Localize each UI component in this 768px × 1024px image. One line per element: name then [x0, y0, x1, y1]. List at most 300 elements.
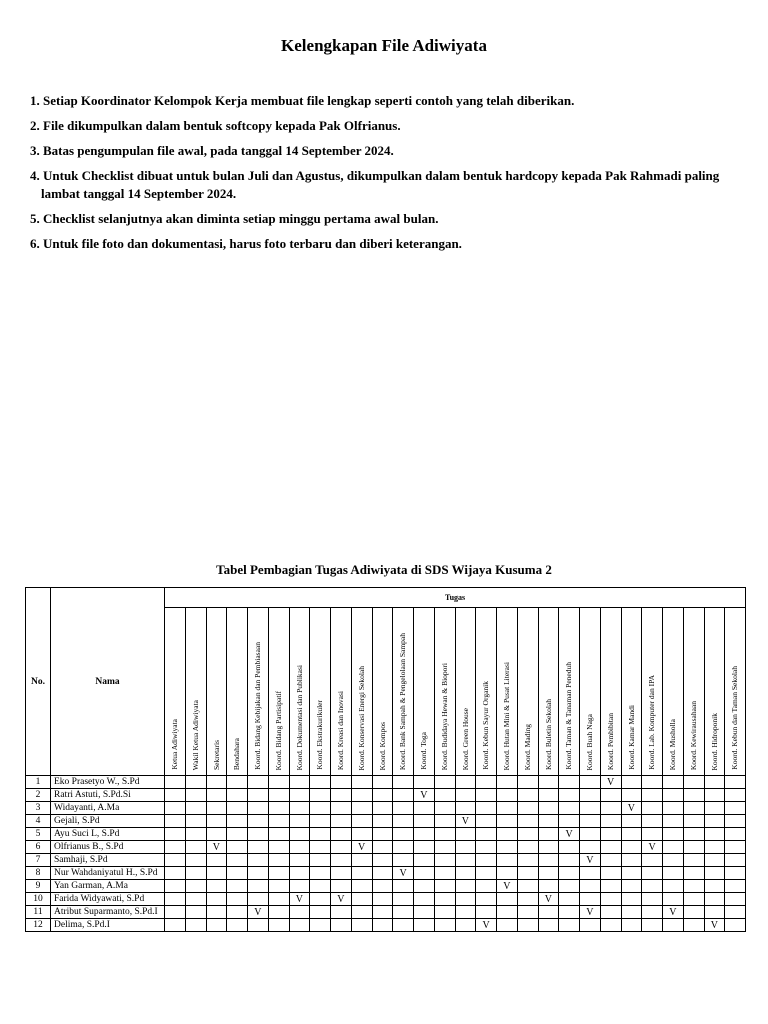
row-name: Farida Widyawati, S.Pd	[51, 893, 165, 906]
task-cell	[663, 893, 684, 906]
row-number: 11	[26, 906, 51, 919]
task-cell	[434, 789, 455, 802]
task-cell	[185, 893, 206, 906]
task-cell	[683, 867, 704, 880]
task-cell	[517, 880, 538, 893]
table-row	[26, 815, 746, 828]
task-cell	[351, 815, 372, 828]
task-column-label: Koord. Lab. Komputer dan IPA	[647, 675, 657, 770]
task-cell	[704, 906, 725, 919]
task-cell	[476, 815, 497, 828]
task-cell	[289, 789, 310, 802]
task-cell	[559, 776, 580, 789]
task-cell	[165, 880, 186, 893]
task-cell	[538, 906, 559, 919]
task-cell	[351, 880, 372, 893]
task-cell	[538, 880, 559, 893]
task-cell	[538, 828, 559, 841]
task-cell	[476, 841, 497, 854]
table-row	[26, 828, 746, 841]
task-cell	[434, 893, 455, 906]
task-column-header	[414, 608, 435, 776]
task-cell	[414, 854, 435, 867]
task-cell	[351, 828, 372, 841]
task-cell	[476, 802, 497, 815]
task-cell	[185, 880, 206, 893]
task-cell	[393, 776, 414, 789]
task-cell	[372, 828, 393, 841]
task-cell	[476, 776, 497, 789]
task-cell	[165, 776, 186, 789]
task-cell	[497, 906, 518, 919]
task-cell	[185, 867, 206, 880]
task-column-label: Koord. Kebun dan Taman Sekolah	[730, 666, 740, 770]
task-cell	[434, 867, 455, 880]
task-cell	[289, 776, 310, 789]
task-cell	[289, 854, 310, 867]
task-cell	[476, 893, 497, 906]
task-cell	[683, 841, 704, 854]
task-cell	[227, 919, 248, 932]
task-cell	[663, 854, 684, 867]
task-cell	[351, 776, 372, 789]
task-column-label: Koord. Hidroponik	[709, 712, 719, 770]
task-cell	[434, 841, 455, 854]
row-name: Olfrianus B., S.Pd	[51, 841, 165, 854]
task-cell	[414, 906, 435, 919]
task-cell	[393, 802, 414, 815]
task-cell	[663, 919, 684, 932]
task-cell	[725, 815, 746, 828]
task-cell	[580, 841, 601, 854]
task-cell	[248, 841, 269, 854]
task-cell	[289, 815, 310, 828]
task-column-label: Koord. Green House	[460, 707, 470, 770]
task-cell	[268, 906, 289, 919]
task-cell	[393, 789, 414, 802]
row-number: 4	[26, 815, 51, 828]
task-cell	[580, 828, 601, 841]
task-cell	[165, 802, 186, 815]
task-check-mark: V	[331, 893, 352, 906]
table-row	[26, 919, 746, 932]
task-cell	[642, 802, 663, 815]
task-cell	[663, 776, 684, 789]
task-cell	[517, 867, 538, 880]
row-name: Ayu Suci L, S.Pd	[51, 828, 165, 841]
task-check-mark: V	[663, 906, 684, 919]
task-cell	[580, 919, 601, 932]
task-cell	[683, 893, 704, 906]
row-name: Ratri Astuti, S.Pd.Si	[51, 789, 165, 802]
task-cell	[372, 802, 393, 815]
instruction-item: 5. Checklist selanjutnya akan diminta setiap minggu pertama awal bulan.	[30, 211, 439, 226]
task-check-mark: V	[621, 802, 642, 815]
task-cell	[683, 776, 704, 789]
instruction-item: 6. Untuk file foto dan dokumentasi, harus foto terbaru dan diberi keterangan.	[30, 236, 462, 251]
task-cell	[310, 789, 331, 802]
task-cell	[455, 867, 476, 880]
task-cell	[642, 906, 663, 919]
task-cell	[600, 893, 621, 906]
task-column-label: Koord. Toga	[419, 732, 428, 770]
row-number: 2	[26, 789, 51, 802]
task-cell	[185, 854, 206, 867]
task-cell	[704, 815, 725, 828]
task-cell	[538, 854, 559, 867]
task-column-label: Koord. Hutan Mini & Pusat Literasi	[502, 661, 511, 770]
task-cell	[351, 854, 372, 867]
task-cell	[476, 880, 497, 893]
task-cell	[683, 906, 704, 919]
task-cell	[455, 880, 476, 893]
task-cell	[434, 815, 455, 828]
task-cell	[165, 789, 186, 802]
task-cell	[185, 802, 206, 815]
task-cell	[185, 776, 206, 789]
row-name: Samhaji, S.Pd	[51, 854, 165, 867]
task-column-header	[393, 608, 414, 776]
table-row	[26, 880, 746, 893]
task-column-label: Koord. Buletin Sekolah	[543, 698, 553, 770]
task-cell	[393, 919, 414, 932]
row-number: 12	[26, 919, 51, 932]
task-cell	[455, 776, 476, 789]
row-number: 6	[26, 841, 51, 854]
task-cell	[331, 919, 352, 932]
task-cell	[206, 828, 227, 841]
task-cell	[248, 867, 269, 880]
task-cell	[331, 854, 352, 867]
task-cell	[455, 906, 476, 919]
task-column-header	[663, 608, 684, 776]
table-title: Tabel Pembagian Tugas Adiwiyata di SDS Wijaya Kusuma 2	[216, 562, 552, 577]
task-cell	[663, 841, 684, 854]
task-cell	[372, 880, 393, 893]
task-cell	[538, 919, 559, 932]
task-cell	[206, 919, 227, 932]
row-number: 5	[26, 828, 51, 841]
task-column-label: Wakil Ketua Adiwiyata	[190, 699, 200, 770]
task-cell	[683, 854, 704, 867]
task-cell	[248, 802, 269, 815]
task-cell	[206, 906, 227, 919]
task-cell	[248, 776, 269, 789]
task-cell	[704, 802, 725, 815]
task-cell	[372, 919, 393, 932]
row-number: 1	[26, 776, 51, 789]
task-cell	[621, 880, 642, 893]
task-column-label: Koord. Dokumentasi dan Publikasi	[294, 664, 304, 770]
task-cell	[310, 841, 331, 854]
task-cell	[331, 815, 352, 828]
row-number: 10	[26, 893, 51, 906]
task-cell	[725, 841, 746, 854]
task-cell	[434, 776, 455, 789]
task-column-label: Koord. Ekstrakurikuler	[315, 700, 325, 770]
task-cell	[600, 815, 621, 828]
instruction-item: 2. File dikumpulkan dalam bentuk softcopy kepada Pak Olfrianus.	[30, 118, 401, 133]
row-name: Gejali, S.Pd	[51, 815, 165, 828]
task-cell	[559, 854, 580, 867]
page-title: Kelengkapan File Adiwiyata	[281, 36, 487, 55]
task-check-mark: V	[476, 919, 497, 932]
task-column-label: Koord. Pembibitan	[605, 712, 615, 770]
task-cell	[517, 815, 538, 828]
row-number: 9	[26, 880, 51, 893]
task-cell	[476, 906, 497, 919]
row-name: Eko Prasetyo W., S.Pd	[51, 776, 165, 789]
task-cell	[704, 828, 725, 841]
table-row	[26, 802, 746, 815]
task-cell	[725, 880, 746, 893]
task-cell	[497, 841, 518, 854]
task-cell	[393, 854, 414, 867]
row-number: 3	[26, 802, 51, 815]
task-cell	[227, 828, 248, 841]
task-cell	[476, 789, 497, 802]
task-column-label: Koord. Konservasi Energi Sekolah	[356, 665, 366, 770]
task-cell	[165, 893, 186, 906]
task-cell	[206, 815, 227, 828]
task-cell	[642, 789, 663, 802]
task-cell	[704, 776, 725, 789]
task-cell	[165, 815, 186, 828]
task-cell	[642, 919, 663, 932]
task-column-label: Koord. Kamar Mandi	[626, 705, 636, 770]
task-column-label: Koord. Kreasi dan Inovasi	[336, 690, 345, 770]
task-check-mark: V	[248, 906, 269, 919]
task-cell	[185, 919, 206, 932]
task-cell	[580, 789, 601, 802]
task-cell	[600, 906, 621, 919]
task-cell	[414, 867, 435, 880]
task-cell	[268, 828, 289, 841]
task-cell	[268, 880, 289, 893]
task-cell	[372, 893, 393, 906]
task-column-header	[517, 608, 538, 776]
task-column-header	[248, 608, 269, 776]
task-cell	[663, 828, 684, 841]
task-cell	[455, 841, 476, 854]
task-cell	[538, 867, 559, 880]
task-cell	[600, 789, 621, 802]
task-cell	[227, 841, 248, 854]
task-cell	[206, 789, 227, 802]
task-column-header	[476, 608, 497, 776]
task-cell	[517, 919, 538, 932]
task-cell	[248, 919, 269, 932]
task-cell	[310, 880, 331, 893]
task-column-header	[580, 608, 601, 776]
task-cell	[476, 854, 497, 867]
task-cell	[725, 893, 746, 906]
task-cell	[642, 880, 663, 893]
task-cell	[642, 776, 663, 789]
task-cell	[310, 815, 331, 828]
task-cell	[434, 906, 455, 919]
task-column-header	[227, 608, 248, 776]
task-cell	[372, 906, 393, 919]
task-cell	[642, 815, 663, 828]
task-cell	[206, 776, 227, 789]
task-cell	[621, 841, 642, 854]
task-cell	[663, 789, 684, 802]
task-cell	[268, 789, 289, 802]
task-cell	[165, 919, 186, 932]
task-cell	[206, 854, 227, 867]
task-cell	[725, 776, 746, 789]
task-cell	[414, 828, 435, 841]
task-cell	[580, 815, 601, 828]
task-cell	[310, 919, 331, 932]
task-cell	[372, 841, 393, 854]
task-cell	[227, 854, 248, 867]
task-column-header	[497, 608, 518, 776]
task-cell	[725, 789, 746, 802]
task-cell	[268, 776, 289, 789]
task-cell	[559, 789, 580, 802]
task-cell	[725, 906, 746, 919]
task-cell	[476, 828, 497, 841]
row-number: 7	[26, 854, 51, 867]
task-cell	[600, 802, 621, 815]
task-cell	[414, 802, 435, 815]
task-column-header	[559, 608, 580, 776]
task-column-header	[621, 608, 642, 776]
task-cell	[206, 880, 227, 893]
task-cell	[248, 880, 269, 893]
task-cell	[497, 919, 518, 932]
task-cell	[414, 776, 435, 789]
task-cell	[372, 815, 393, 828]
task-cell	[683, 919, 704, 932]
task-cell	[165, 828, 186, 841]
row-name: Atribut Suparmanto, S.Pd.I	[51, 906, 165, 919]
task-cell	[289, 906, 310, 919]
task-cell	[559, 815, 580, 828]
task-cell	[683, 789, 704, 802]
table-row	[26, 841, 746, 854]
task-cell	[289, 867, 310, 880]
task-cell	[725, 828, 746, 841]
task-cell	[683, 815, 704, 828]
task-cell	[600, 880, 621, 893]
task-cell	[351, 919, 372, 932]
task-check-mark: V	[580, 854, 601, 867]
task-cell	[725, 802, 746, 815]
task-cell	[227, 789, 248, 802]
task-cell	[310, 906, 331, 919]
task-cell	[268, 802, 289, 815]
task-cell	[725, 867, 746, 880]
task-cell	[642, 828, 663, 841]
row-name: Delima, S.Pd.I	[51, 919, 165, 932]
task-cell	[559, 802, 580, 815]
table-row	[26, 867, 746, 880]
task-cell	[704, 854, 725, 867]
task-cell	[517, 828, 538, 841]
task-check-mark: V	[538, 893, 559, 906]
task-column-label: Koord. Mading	[522, 723, 532, 770]
task-cell	[621, 854, 642, 867]
table-row	[26, 906, 746, 919]
task-cell	[310, 893, 331, 906]
task-cell	[434, 880, 455, 893]
task-cell	[476, 867, 497, 880]
task-cell	[310, 867, 331, 880]
task-cell	[538, 776, 559, 789]
task-check-mark: V	[351, 841, 372, 854]
task-cell	[165, 854, 186, 867]
task-cell	[455, 828, 476, 841]
task-cell	[393, 880, 414, 893]
task-cell	[393, 841, 414, 854]
task-cell	[497, 776, 518, 789]
task-cell	[268, 893, 289, 906]
task-column-header	[310, 608, 331, 776]
task-check-mark: V	[559, 828, 580, 841]
task-cell	[725, 854, 746, 867]
task-cell	[414, 919, 435, 932]
task-cell	[268, 841, 289, 854]
task-cell	[621, 906, 642, 919]
task-cell	[663, 867, 684, 880]
task-cell	[600, 828, 621, 841]
task-cell	[372, 789, 393, 802]
task-cell	[497, 815, 518, 828]
task-cell	[268, 919, 289, 932]
task-cell	[538, 841, 559, 854]
task-cell	[372, 776, 393, 789]
task-cell	[331, 789, 352, 802]
task-column-header	[538, 608, 559, 776]
task-column-label: Koord. Budidaya Hewan & Biopori	[439, 662, 449, 770]
task-cell	[704, 841, 725, 854]
task-cell	[310, 828, 331, 841]
task-check-mark: V	[206, 841, 227, 854]
task-cell	[393, 893, 414, 906]
task-table-wrapper	[25, 587, 746, 932]
instruction-item: 4. Untuk Checklist dibuat untuk bulan Juli dan Agustus, dikumpulkan dalam bentuk hardcopy kepada Pak Rahmadi paling lambat tanggal 14 September 2024.	[30, 168, 720, 201]
task-cell	[310, 854, 331, 867]
task-cell	[310, 776, 331, 789]
task-cell	[621, 815, 642, 828]
task-cell	[455, 919, 476, 932]
task-cell	[248, 893, 269, 906]
task-cell	[351, 893, 372, 906]
task-cell	[704, 893, 725, 906]
task-cell	[206, 802, 227, 815]
task-cell	[227, 880, 248, 893]
task-cell	[414, 893, 435, 906]
task-cell	[289, 841, 310, 854]
row-name: Widayanti, A.Ma	[51, 802, 165, 815]
task-column-header	[289, 608, 310, 776]
task-column-label: Koord. Bidang Kebijakan dan Pembiasaan	[253, 642, 262, 770]
task-cell	[559, 880, 580, 893]
table-header-row	[26, 588, 746, 608]
row-name: Nur Wahdaniyatul H., S.Pd	[51, 867, 165, 880]
task-cell	[331, 906, 352, 919]
task-cell	[289, 802, 310, 815]
table-body	[26, 776, 746, 932]
task-cell	[517, 776, 538, 789]
task-check-mark: V	[642, 841, 663, 854]
task-cell	[704, 789, 725, 802]
task-cell	[600, 854, 621, 867]
task-cell	[683, 880, 704, 893]
